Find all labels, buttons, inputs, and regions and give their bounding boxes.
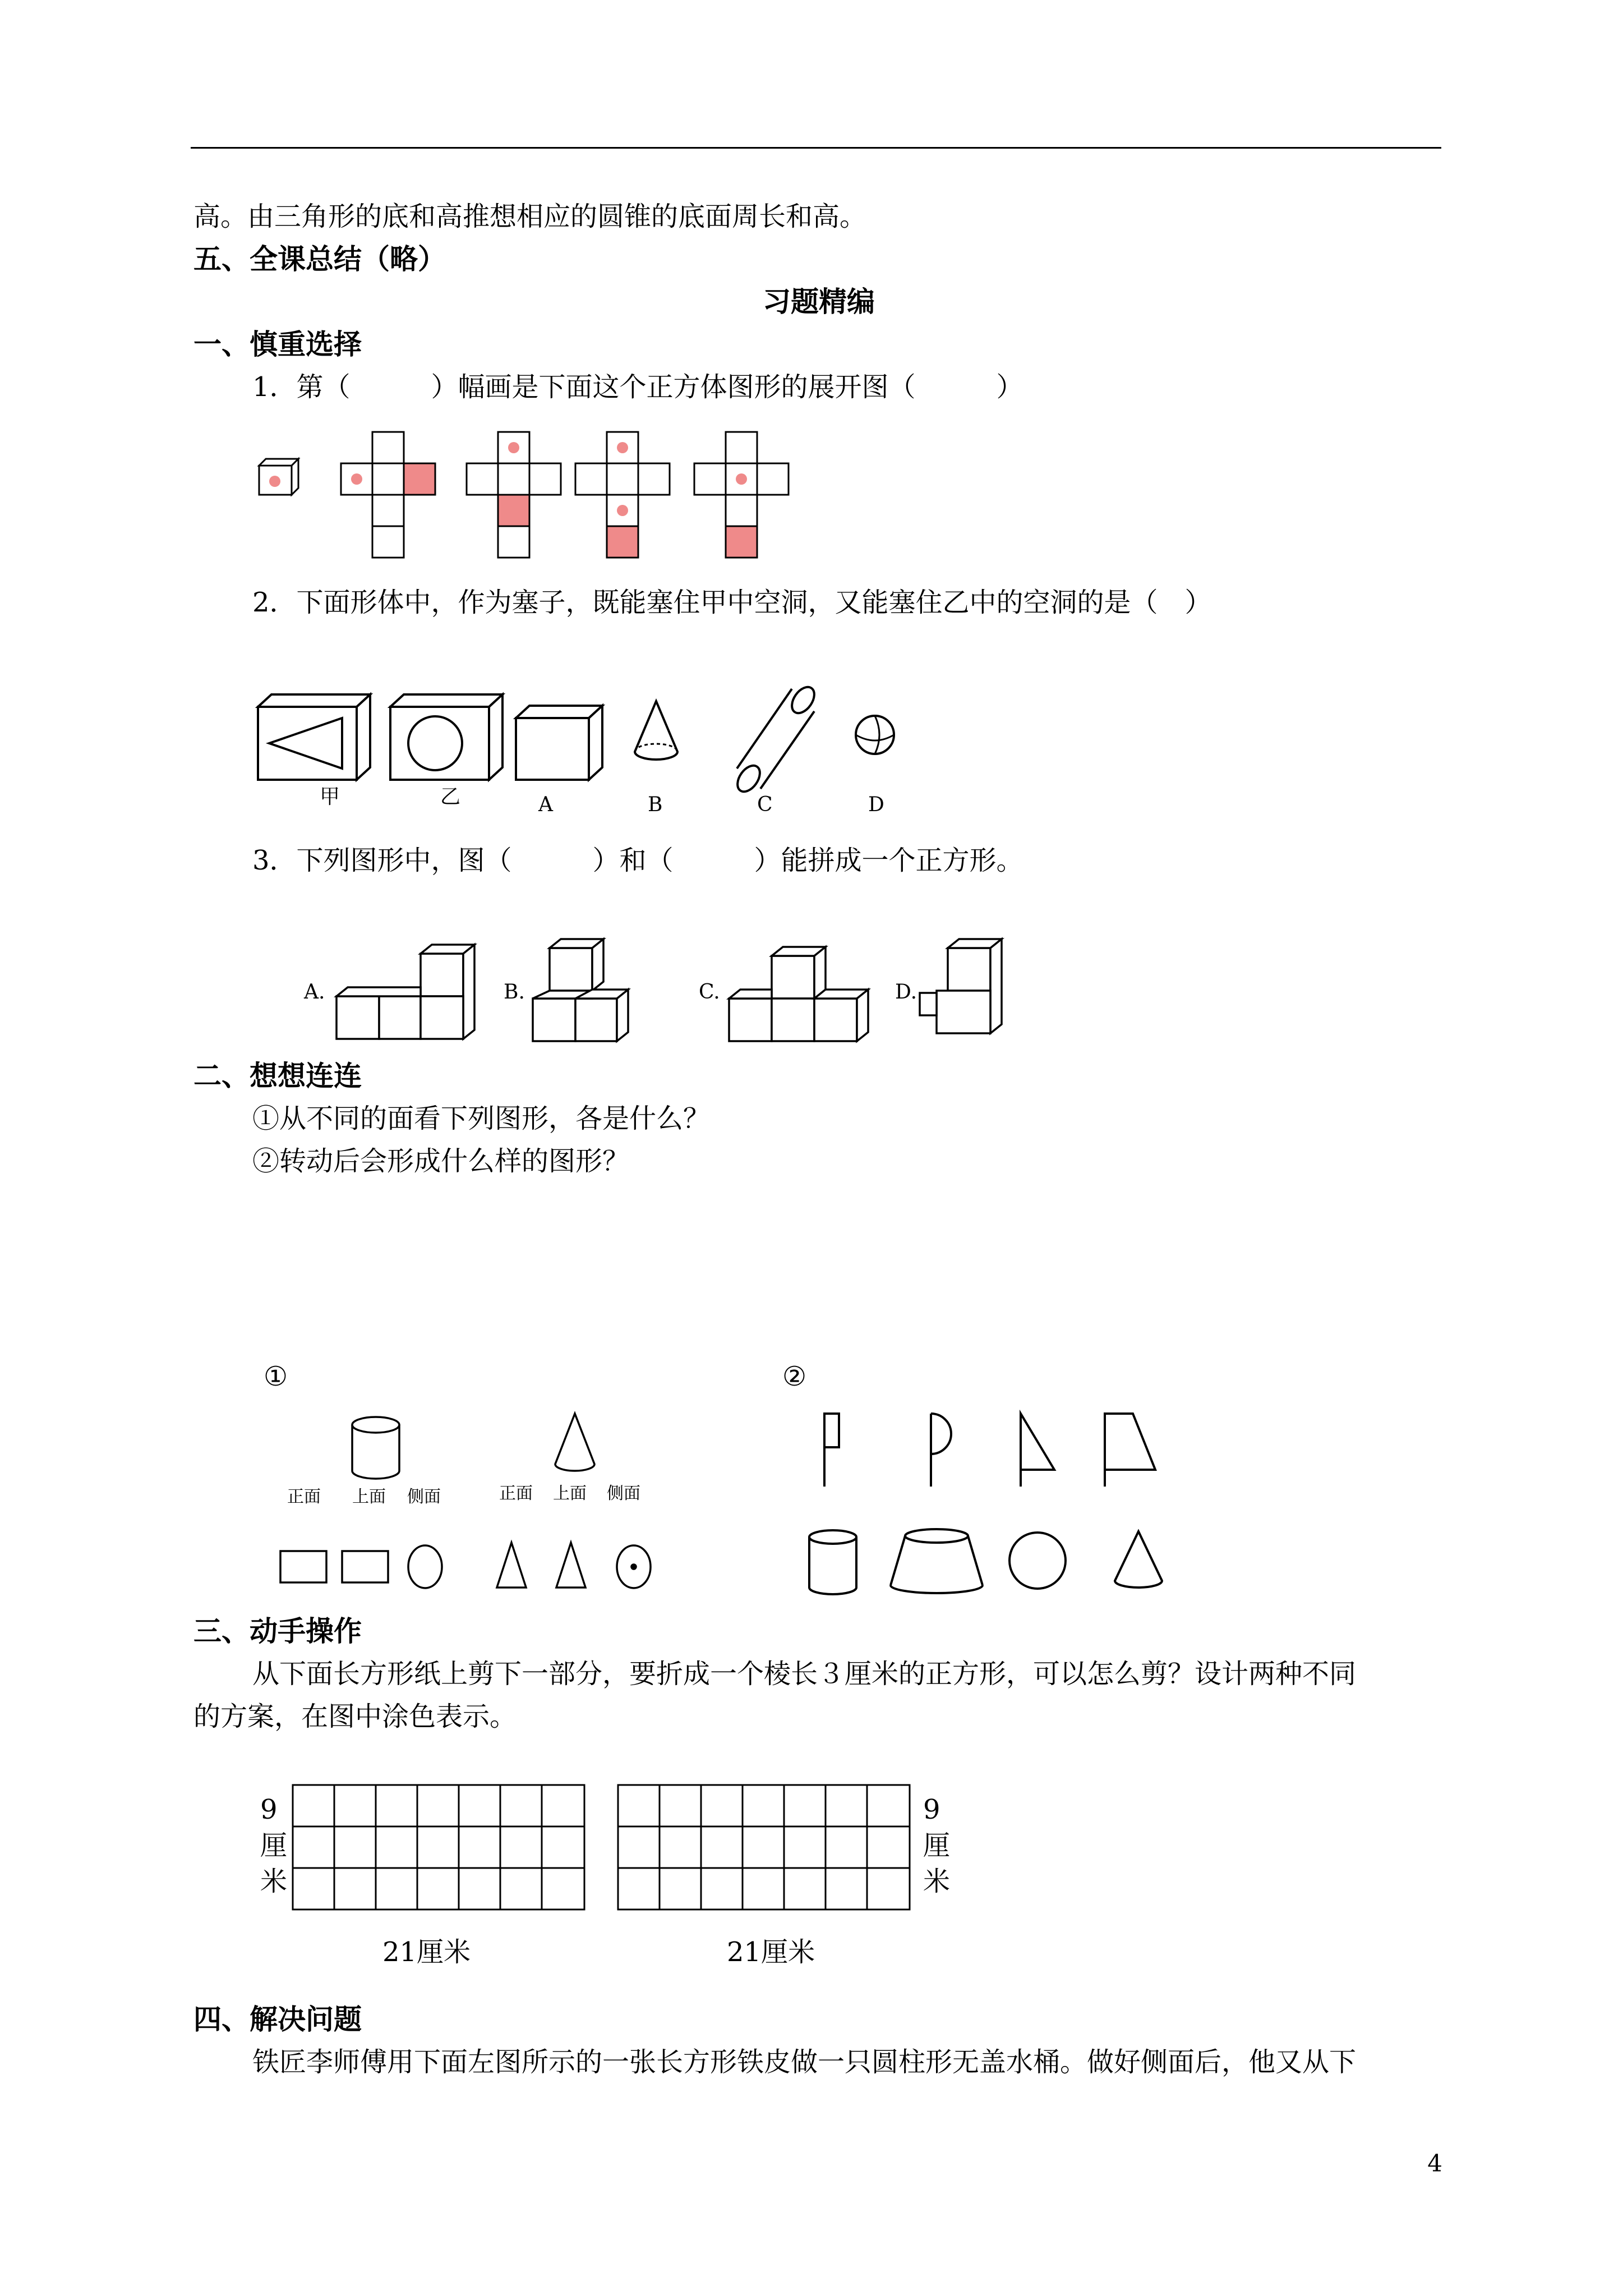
flag-triangle <box>1021 1414 1054 1487</box>
q2-figures <box>247 679 948 819</box>
grid-left-height-3: 米 <box>260 1866 288 1897</box>
q2-option-a <box>516 706 602 780</box>
view-label-side-a: 侧面 <box>407 1487 441 1507</box>
q1-cube <box>259 459 298 495</box>
q1-net-2 <box>467 432 561 558</box>
view-rect-1 <box>280 1551 326 1582</box>
q2-box-yi <box>390 694 502 780</box>
q1-figures <box>247 426 808 561</box>
solid-cone <box>1115 1531 1162 1588</box>
q1-net-1 <box>341 432 435 558</box>
question-1: 1．第（ ）幅画是下面这个正方体图形的展开图（ ） <box>252 371 1023 403</box>
section5-title: 五、全课总结（略） <box>193 242 446 275</box>
q3-label-b: B. <box>504 981 525 1004</box>
grid-right-height-1: 9 <box>923 1794 940 1825</box>
grid-right-width-label: 21厘米 <box>727 1936 815 1968</box>
question-3: 3．下列图形中，图（ ）和（ ）能拼成一个正方形。 <box>252 845 1023 876</box>
solid-cylinder <box>809 1530 856 1594</box>
grid-right-height-2: 厘 <box>923 1830 951 1861</box>
views-figure <box>269 1402 695 1610</box>
exercise-title: 习题精编 <box>763 285 875 318</box>
cylinder-solid <box>352 1417 399 1479</box>
view-label-front-a: 正面 <box>287 1487 321 1507</box>
part2-title: 二、想想连连 <box>193 1059 362 1092</box>
view-triangle-1 <box>497 1543 526 1588</box>
q2-label-c: C <box>757 793 773 816</box>
part2-item-2: ②转动后会形成什么样的图形？ <box>252 1145 630 1177</box>
q2-label-yi: 乙 <box>440 785 461 808</box>
view-label-front-b: 正面 <box>499 1484 533 1503</box>
q2-option-b <box>635 701 677 760</box>
flag-semicircle <box>931 1414 951 1487</box>
q2-option-d <box>856 716 894 754</box>
part3-title: 三、动手操作 <box>193 1614 362 1648</box>
grid-right-height-3: 米 <box>923 1866 951 1897</box>
fig2-marker: ② <box>782 1361 807 1392</box>
grid-left-height-2: 厘 <box>260 1830 288 1861</box>
flag-trapezoid <box>1105 1414 1155 1487</box>
view-label-top-b: 上面 <box>553 1484 587 1503</box>
page-number: 4 <box>1427 2150 1442 2177</box>
part3-text-line-1: 从下面长方形纸上剪下一部分，要折成一个棱长３厘米的正方形，可以怎么剪？设计两种不同 <box>252 1658 1357 1690</box>
grid-right <box>618 1785 910 1910</box>
paper-grids <box>252 1778 970 1969</box>
q2-label-a: A <box>538 793 553 816</box>
q3-label-c: C. <box>699 981 720 1004</box>
solid-sphere <box>1009 1533 1066 1589</box>
q3-label-a: A. <box>304 981 325 1004</box>
rotation-figure <box>796 1402 1200 1610</box>
view-label-side-b: 侧面 <box>607 1484 640 1503</box>
question-2: 2．下面形体中，作为塞子，既能塞住甲中空洞，又能塞住乙中的空洞的是（ ） <box>252 587 1212 618</box>
q3-shape-c <box>729 947 868 1041</box>
intro-line: 高。由三角形的底和高推想相应的圆锥的底面周长和高。 <box>193 201 867 232</box>
q2-label-b: B <box>648 793 663 816</box>
grid-left-width-label: 21厘米 <box>382 1936 471 1968</box>
q3-figures <box>292 931 1054 1055</box>
grid-left <box>293 1785 584 1910</box>
grid-left-height-1: 9 <box>260 1794 278 1825</box>
solid-frustum <box>891 1529 983 1593</box>
fig1-marker: ① <box>264 1361 288 1392</box>
flag-rectangle <box>824 1414 839 1487</box>
q2-option-c <box>733 683 819 796</box>
view-triangle-2 <box>556 1543 585 1588</box>
part4-title: 四、解决问题 <box>193 2003 362 2036</box>
q2-label-d: D <box>868 793 884 816</box>
view-rect-2 <box>342 1551 388 1582</box>
q1-net-4 <box>694 432 789 558</box>
q3-shape-a <box>336 945 474 1039</box>
q1-net-3 <box>575 432 670 558</box>
view-label-top-a: 上面 <box>352 1487 386 1507</box>
header-rule <box>191 147 1441 149</box>
view-circle <box>408 1545 442 1588</box>
part1-title: 一、慎重选择 <box>193 328 362 361</box>
q3-label-d: D. <box>895 981 917 1004</box>
q3-shape-b <box>533 939 628 1041</box>
q3-shape-d <box>920 939 1002 1033</box>
q2-label-jia: 甲 <box>320 785 340 808</box>
part2-item-1: ①从不同的面看下列图形，各是什么？ <box>252 1103 711 1134</box>
q2-box-jia <box>258 694 370 780</box>
part4-text-line-1: 铁匠李师傅用下面左图所示的一张长方形铁皮做一只圆柱形无盖水桶。做好侧面后，他又从下 <box>252 2046 1357 2078</box>
part3-text-line-2: 的方案，在图中涂色表示。 <box>193 1701 517 1732</box>
cone-solid <box>555 1414 594 1471</box>
